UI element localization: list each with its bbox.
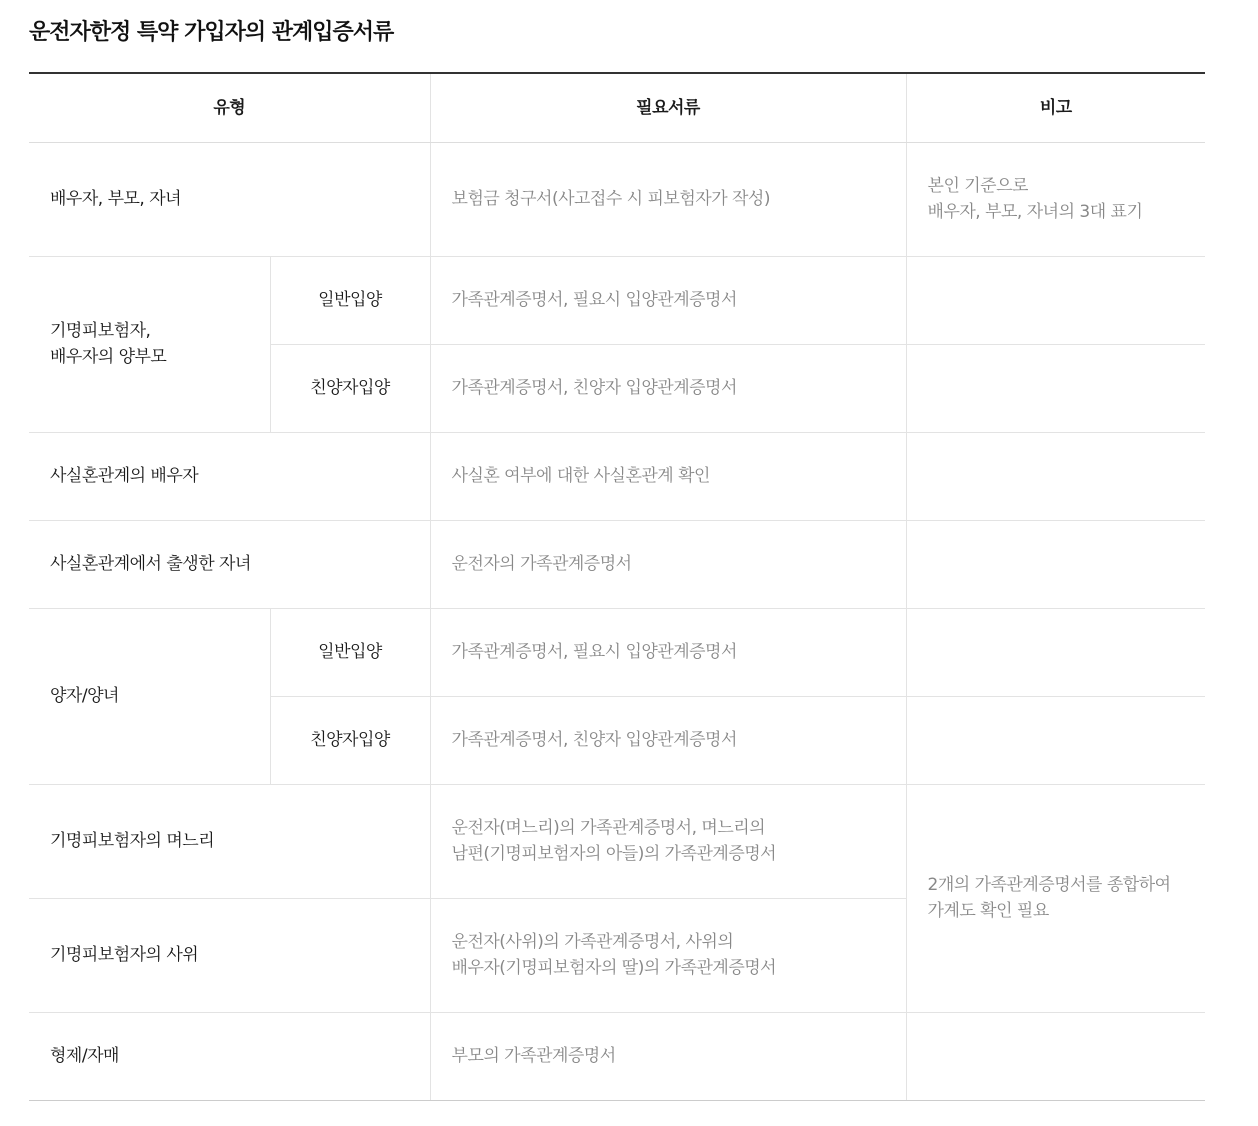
type-cell: 사실혼관계에서 출생한 자녀 (29, 520, 430, 608)
document-cell: 가족관계증명서, 친양자 입양관계증명서 (430, 344, 906, 432)
type-cell: 사실혼관계의 배우자 (29, 432, 430, 520)
document-cell (430, 784, 906, 898)
document-cell: 사실혼 여부에 대한 사실혼관계 확인 (430, 432, 906, 520)
document-cell: 가족관계증명서, 친양자 입양관계증명서 (430, 696, 906, 784)
remark-line: 가계도 확인 필요 (927, 901, 1049, 921)
type-cell (29, 256, 270, 432)
table-row (29, 608, 1205, 696)
remark-cell (906, 784, 1205, 1012)
document-cell: 보험금 청구서(사고접수 시 피보험자가 작성) (430, 142, 906, 256)
subtype-cell: 일반입양 (270, 608, 430, 696)
header-documents: 필요서류 (430, 73, 906, 142)
remark-line: 배우자, 부모, 자녀의 3대 표기 (927, 202, 1143, 222)
table-row (29, 520, 1205, 608)
header-remarks: 비고 (906, 73, 1205, 142)
document-cell: 가족관계증명서, 필요시 입양관계증명서 (430, 608, 906, 696)
document-line: 운전자(사위)의 가족관계증명서, 사위의 (451, 932, 734, 952)
type-cell: 기명피보험자의 사위 (29, 898, 430, 1012)
page-title: 운전자한정 특약 가입자의 관계입증서류 (29, 20, 394, 45)
table-header-row (29, 73, 1205, 142)
relationship-documents-table (29, 72, 1205, 1101)
table-row (29, 784, 1205, 898)
subtype-cell: 일반입양 (270, 256, 430, 344)
document-line: 운전자(며느리)의 가족관계증명서, 며느리의 (451, 818, 766, 838)
type-cell: 양자/양녀 (29, 608, 270, 784)
document-line: 배우자(기명피보험자의 딸)의 가족관계증명서 (451, 958, 777, 978)
remark-line: 본인 기준으로 (927, 176, 1028, 196)
remark-cell (906, 520, 1205, 608)
remark-cell (906, 256, 1205, 344)
remark-cell (906, 696, 1205, 784)
type-cell: 형제/자매 (29, 1012, 430, 1100)
type-line: 배우자의 양부모 (50, 347, 167, 367)
remark-cell (906, 1012, 1205, 1100)
type-cell: 배우자, 부모, 자녀 (29, 142, 430, 256)
document-line: 남편(기명피보험자의 아들)의 가족관계증명서 (451, 844, 777, 864)
remark-cell (906, 608, 1205, 696)
header-type: 유형 (29, 73, 430, 142)
table-row (29, 1012, 1205, 1100)
subtype-cell: 친양자입양 (270, 696, 430, 784)
document-cell: 가족관계증명서, 필요시 입양관계증명서 (430, 256, 906, 344)
table-row (29, 256, 1205, 344)
type-cell: 기명피보험자의 며느리 (29, 784, 430, 898)
document-cell: 부모의 가족관계증명서 (430, 1012, 906, 1100)
table-row (29, 432, 1205, 520)
remark-line: 2개의 가족관계증명서를 종합하여 (927, 875, 1171, 895)
table-row (29, 142, 1205, 256)
remark-cell (906, 142, 1205, 256)
remark-cell (906, 344, 1205, 432)
document-cell: 운전자의 가족관계증명서 (430, 520, 906, 608)
subtype-cell: 친양자입양 (270, 344, 430, 432)
document-cell (430, 898, 906, 1012)
remark-cell (906, 432, 1205, 520)
type-line: 기명피보험자, (50, 321, 151, 341)
